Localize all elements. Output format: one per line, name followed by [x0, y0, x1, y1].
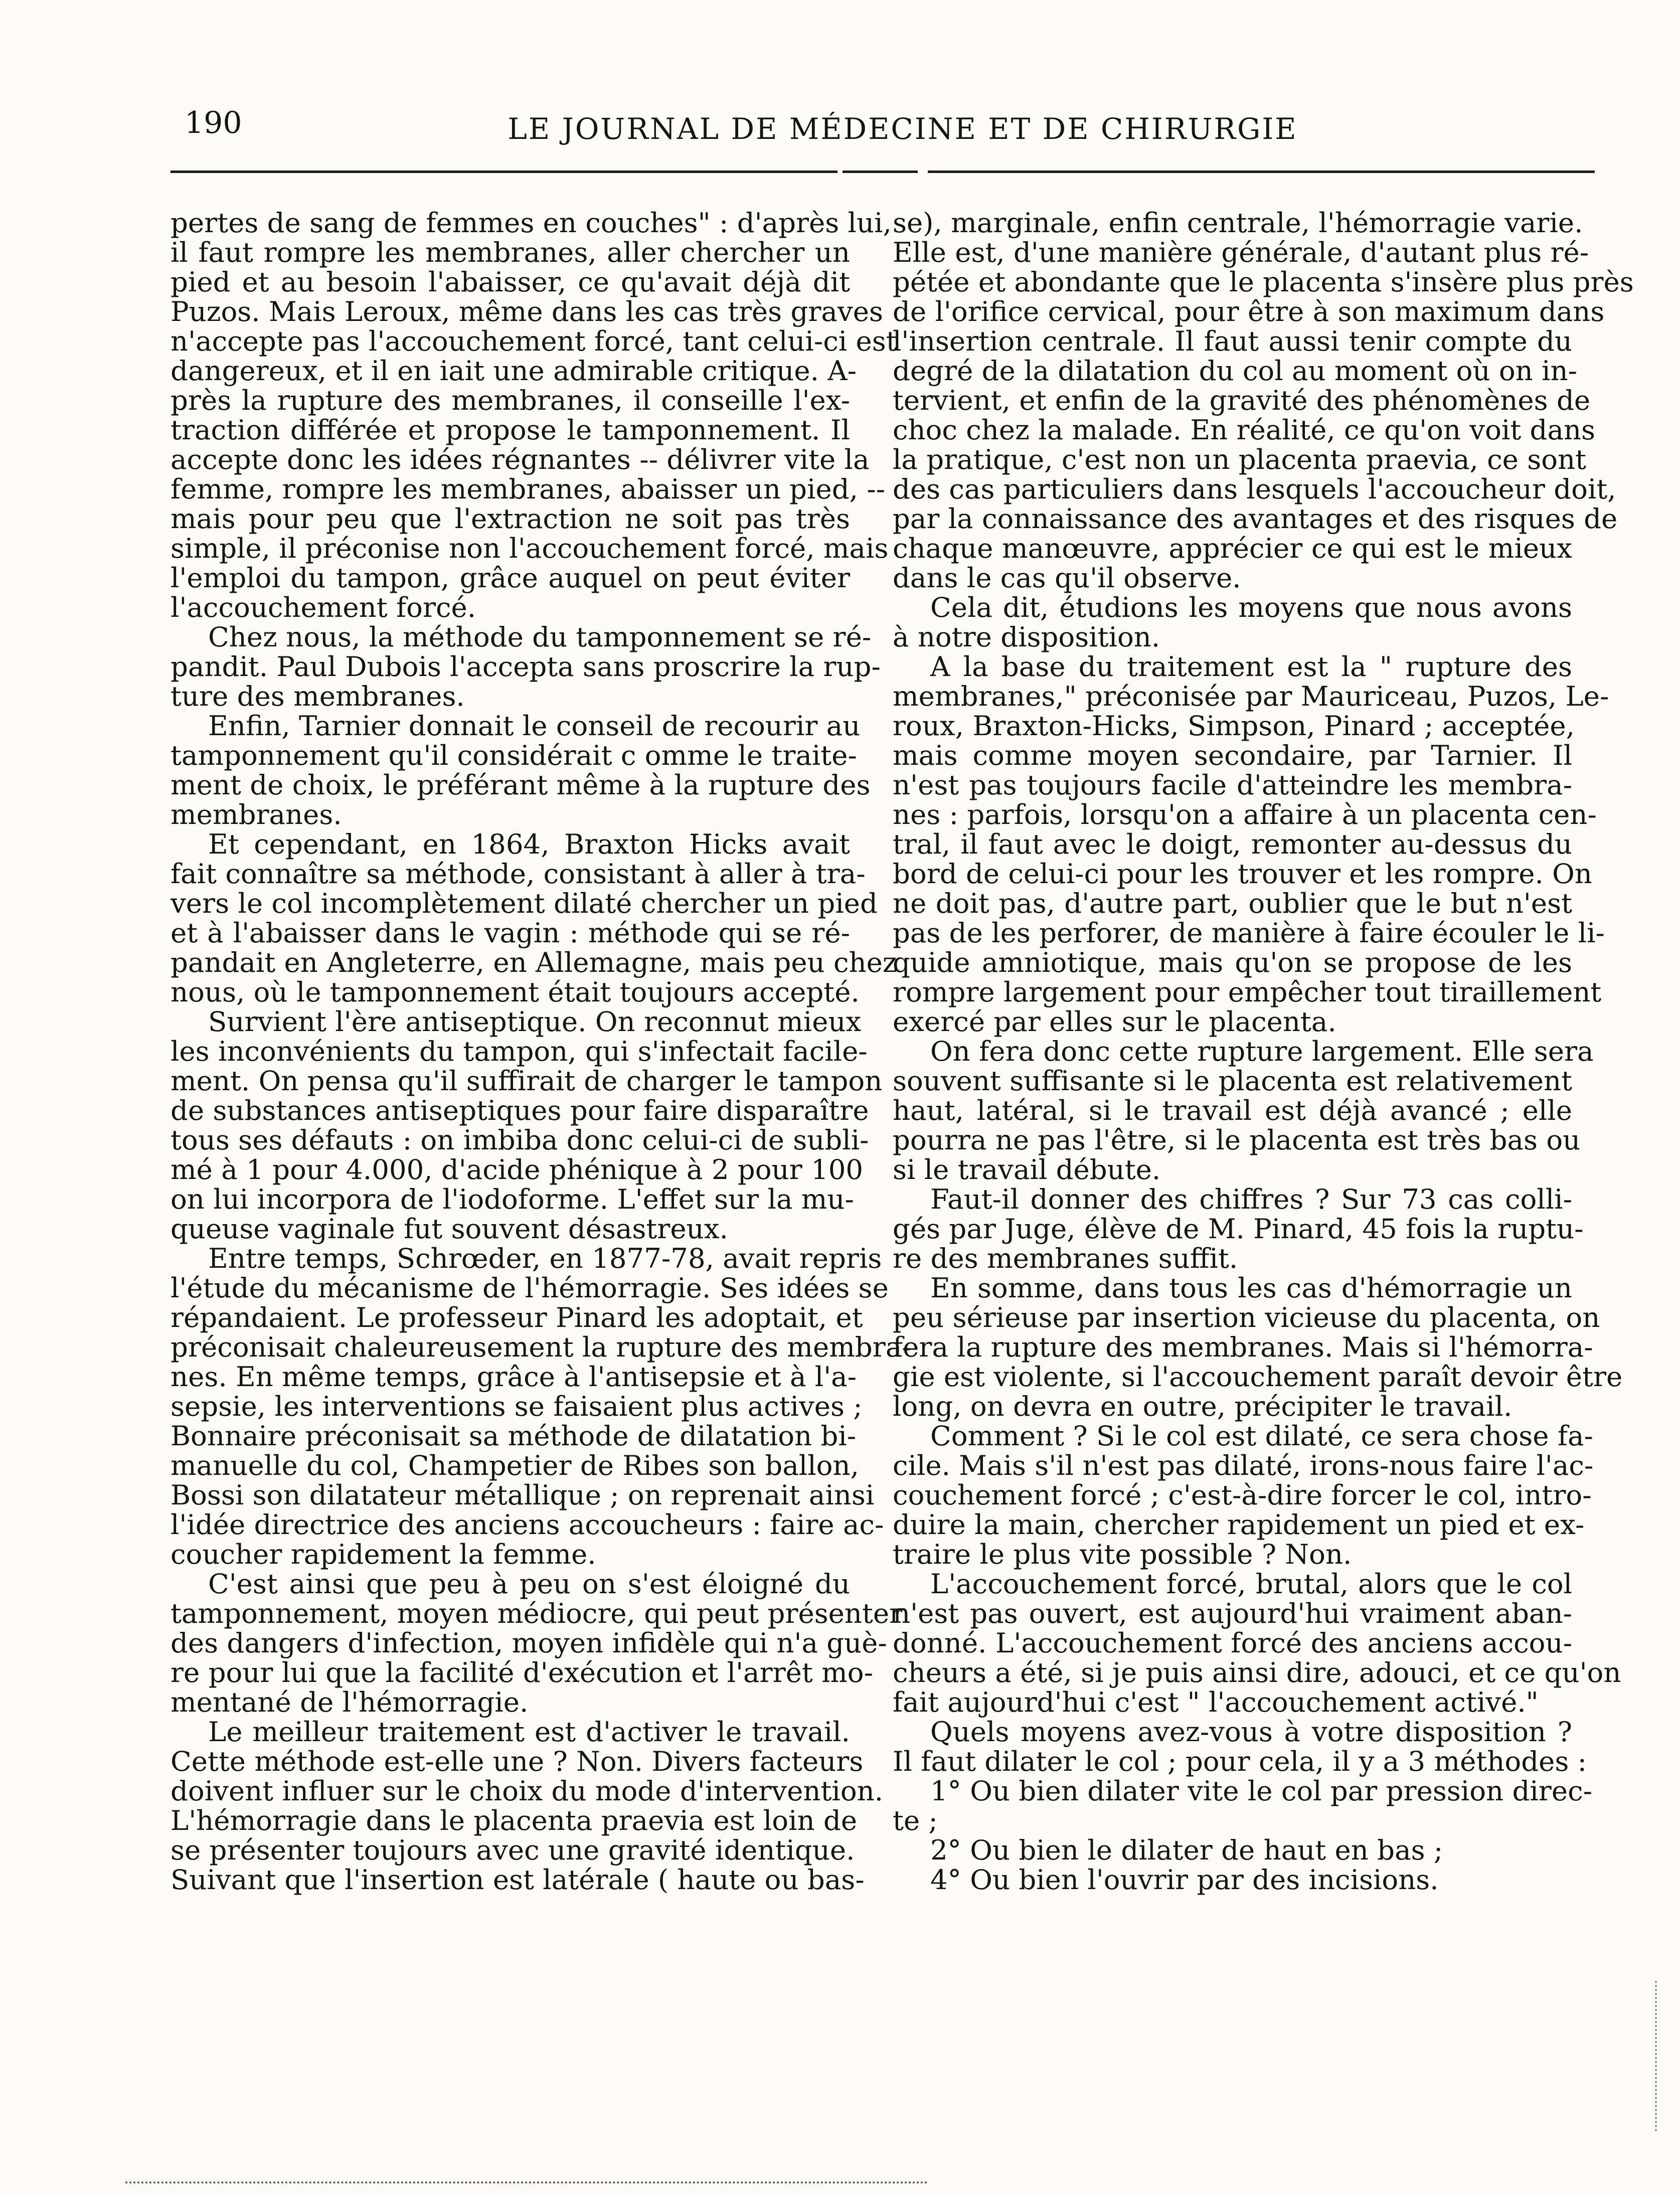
text-line: de l'orifice cervical, pour être à son maximum dans	[893, 295, 1605, 327]
text-line: l'idée directrice des anciens accoucheurs : faire ac-	[171, 1508, 884, 1541]
text-line: la pratique, c'est non un placenta praevia, ce sont	[893, 443, 1587, 475]
text-line: les inconvénients du tampon, qui s'infectait facile-	[171, 1035, 868, 1067]
text-line: n'est pas toujours facile d'atteindre les membra-	[893, 769, 1572, 801]
text-line: de substances antiseptiques pour faire disparaître	[171, 1094, 869, 1126]
text-line: donné. L'accouchement forcé des anciens accou-	[893, 1627, 1572, 1659]
text-line: 1° Ou bien dilater vite le col par pression direc-	[930, 1775, 1593, 1807]
text-line: Le meilleur traitement est d'activer le travail.	[208, 1716, 850, 1748]
text-line: duire la main, chercher rapidement un pied et ex-	[893, 1508, 1585, 1541]
text-line: Bossi son dilatateur métallique ; on reprenait ainsi	[171, 1479, 875, 1511]
text-line: re des membranes suffit.	[893, 1242, 1238, 1274]
text-line: gie est violente, si l'accouchement paraît devoir être	[893, 1361, 1623, 1393]
text-line: ne doit pas, d'autre part, oublier que le but n'est	[893, 887, 1572, 919]
text-line: nes : parfois, lorsqu'on a affaire à un placenta cen-	[893, 798, 1597, 830]
text-line: peu sérieuse par insertion vicieuse du placenta, on	[893, 1301, 1600, 1333]
text-line: Suivant que l'insertion est latérale ( haute ou bas-	[171, 1864, 865, 1896]
text-line: mais pour peu que l'extraction ne soit pas très	[171, 502, 850, 535]
text-line: membranes.	[171, 798, 342, 830]
text-line: long, on devra en outre, précipiter le travail.	[893, 1390, 1513, 1422]
scan-artifact	[1655, 1981, 1677, 2131]
text-line: tamponnement qu'il considérait c omme le traite-	[171, 739, 857, 771]
text-line: préconisait chaleureusement la rupture des membra-	[171, 1331, 911, 1363]
text-line: roux, Braxton-Hicks, Simpson, Pinard ; acceptée,	[893, 710, 1575, 742]
text-line: se), marginale, enfin centrale, l'hémorragie varie.	[893, 207, 1583, 239]
text-line: Faut-il donner des chiffres ? Sur 73 cas colli-	[930, 1183, 1572, 1215]
text-line: pourra ne pas l'être, si le placenta est très bas ou	[893, 1124, 1581, 1156]
text-line: pétée et abondante que le placenta s'insère plus près	[893, 266, 1634, 298]
text-line: à notre disposition.	[893, 621, 1160, 653]
header-rule	[928, 171, 1595, 173]
text-line: coucher rapidement la femme.	[171, 1538, 596, 1570]
text-line: rompre largement pour empêcher tout tiraillement	[893, 976, 1602, 1008]
text-line: femme, rompre les membranes, abaisser un pied, --	[171, 473, 886, 505]
text-line: sepsie, les interventions se faisaient plus actives ;	[171, 1390, 863, 1422]
left-text-column	[171, 207, 911, 1896]
text-line: L'accouchement forcé, brutal, alors que le col	[930, 1568, 1572, 1600]
text-line: vers le col incomplètement dilaté chercher un pied	[171, 887, 878, 919]
text-line: Et cependant, en 1864, Braxton Hicks avait	[208, 828, 850, 860]
header-rule	[171, 171, 837, 173]
text-line: dangereux, et il en iait une admirable critique. A-	[171, 355, 857, 387]
text-line: près la rupture des membranes, il conseille l'ex-	[171, 384, 850, 416]
text-line: Elle est, d'une manière générale, d'autant plus ré-	[893, 236, 1589, 268]
text-line: te ;	[893, 1804, 938, 1836]
text-line: pertes de sang de femmes en couches" : d'après lui,	[171, 207, 892, 239]
text-line: pied et au besoin l'abaisser, ce qu'avait déjà dit	[171, 266, 850, 298]
text-line: ment de choix, le préférant même à la rupture des	[171, 769, 871, 801]
page-number: 190	[185, 105, 242, 140]
text-line: On fera donc cette rupture largement. Elle sera	[930, 1035, 1594, 1067]
text-line: cheurs a été, si je puis ainsi dire, adouci, et ce qu'on	[893, 1656, 1621, 1688]
text-line: tral, il faut avec le doigt, remonter au-dessus du	[893, 828, 1572, 860]
text-line: tamponnement, moyen médiocre, qui peut présenter	[171, 1597, 903, 1629]
text-line: gés par Juge, élève de M. Pinard, 45 fois la ruptu-	[893, 1213, 1584, 1245]
text-line: exercé par elles sur le placenta.	[893, 1005, 1336, 1038]
text-line: n'accepte pas l'accouchement forcé, tant celui-ci est	[171, 325, 897, 357]
text-line: Quels moyens avez-vous à votre disposition ?	[930, 1716, 1572, 1748]
text-line: tervient, et enfin de la gravité des phénomènes de	[893, 384, 1591, 416]
text-line: doivent influer sur le choix du mode d'intervention.	[171, 1775, 884, 1807]
text-line: Il faut dilater le col ; pour cela, il y a 3 méthodes :	[893, 1745, 1587, 1777]
text-line: haut, latéral, si le travail est déjà avancé ; elle	[893, 1094, 1572, 1126]
text-line: 4° Ou bien l'ouvrir par des incisions.	[930, 1864, 1439, 1896]
text-line: traction différée et propose le tamponnement. Il	[171, 414, 850, 446]
journal-title: LE JOURNAL DE MÉDECINE ET DE CHIRURGIE	[508, 112, 1298, 146]
text-line: pas de les perforer, de manière à faire écouler le li-	[893, 917, 1605, 949]
text-line: Survient l'ère antiseptique. On reconnut mieux	[208, 1005, 862, 1038]
text-line: 2° Ou bien le dilater de haut en bas ;	[930, 1834, 1443, 1866]
text-line: cile. Mais s'il n'est pas dilaté, irons-nous faire l'ac-	[893, 1449, 1594, 1481]
text-line: Cela dit, étudions les moyens que nous avons	[930, 591, 1572, 623]
text-line: Enfin, Tarnier donnait le conseil de recourir au	[208, 710, 861, 742]
text-line: on lui incorpora de l'iodoforme. L'effet sur la mu-	[171, 1183, 854, 1215]
text-line: nous, où le tamponnement était toujours accepté.	[171, 976, 860, 1008]
text-line: mé à 1 pour 4.000, d'acide phénique à 2 pour 100	[171, 1153, 864, 1186]
text-line: re pour lui que la facilité d'exécution et l'arrêt mo-	[171, 1656, 874, 1688]
text-line: répandaient. Le professeur Pinard les adoptait, et	[171, 1301, 863, 1333]
text-line: bord de celui-ci pour les trouver et les rompre. On	[893, 858, 1592, 890]
text-line: choc chez la malade. En réalité, ce qu'on voit dans	[893, 414, 1596, 446]
text-line: queuse vaginale fut souvent désastreux.	[171, 1213, 728, 1245]
text-line: L'hémorragie dans le placenta praevia est loin de	[171, 1804, 858, 1836]
text-line: Puzos. Mais Leroux, même dans les cas très graves	[171, 295, 883, 327]
text-line: Bonnaire préconisait sa méthode de dilatation bi-	[171, 1420, 857, 1452]
text-line: En somme, dans tous les cas d'hémorragie un	[930, 1272, 1572, 1304]
text-line: par la connaissance des avantages et des risques de	[893, 502, 1618, 535]
text-line: l'accouchement forcé.	[171, 591, 476, 623]
text-line: Cette méthode est-elle une ? Non. Divers facteurs	[171, 1745, 864, 1777]
text-line: ture des membranes.	[171, 680, 465, 712]
text-line: l'étude du mécanisme de l'hémorragie. Ses idées se	[171, 1272, 889, 1304]
header-rule	[843, 171, 918, 173]
text-line: degré de la dilatation du col au moment où on in-	[893, 355, 1578, 387]
text-line: quide amniotique, mais qu'on se propose de les	[893, 946, 1572, 978]
text-line: nes. En même temps, grâce à l'antisepsie et à l'a-	[171, 1361, 857, 1393]
text-line: pandit. Paul Dubois l'accepta sans proscrire la rup-	[171, 650, 881, 683]
text-line: l'emploi du tampon, grâce auquel on peut éviter	[171, 562, 850, 594]
text-line: Entre temps, Schrœder, en 1877-78, avait repris	[208, 1242, 882, 1274]
text-line: A la base du traitement est la " rupture des	[930, 650, 1572, 683]
text-line: l'insertion centrale. Il faut aussi tenir compte du	[893, 325, 1572, 357]
text-line: ment. On pensa qu'il suffirait de charger le tampon	[171, 1065, 883, 1097]
text-line: membranes," préconisée par Mauriceau, Puzos, Le-	[893, 680, 1609, 712]
text-line: Comment ? Si le col est dilaté, ce sera chose fa-	[930, 1420, 1593, 1452]
right-text-column	[893, 207, 1634, 1896]
text-line: manuelle du col, Champetier de Ribes son ballon,	[171, 1449, 859, 1481]
page-header	[0, 0, 1680, 181]
text-line: n'est pas ouvert, est aujourd'hui vraiment aban-	[893, 1597, 1572, 1629]
text-line: souvent suffisante si le placenta est relativement	[893, 1065, 1572, 1097]
text-line: simple, il préconise non l'accouchement forcé, mais	[171, 532, 889, 564]
text-line: tous ses défauts : on imbiba donc celui-ci de subli-	[171, 1124, 869, 1156]
text-line: des cas particuliers dans lesquels l'accoucheur doit,	[893, 473, 1616, 505]
text-line: mais comme moyen secondaire, par Tarnier. Il	[893, 739, 1572, 771]
scan-artifact	[125, 2181, 928, 2186]
text-line: fait connaître sa méthode, consistant à aller à tra-	[171, 858, 866, 890]
text-line: des dangers d'infection, moyen infidèle qui n'a guè-	[171, 1627, 887, 1659]
text-line: traire le plus vite possible ? Non.	[893, 1538, 1352, 1570]
text-line: chaque manœuvre, apprécier ce qui est le mieux	[893, 532, 1572, 564]
text-line: couchement forcé ; c'est-à-dire forcer le col, intro-	[893, 1479, 1592, 1511]
text-line: fera la rupture des membranes. Mais si l'hémorra-	[893, 1331, 1593, 1363]
text-line: Chez nous, la méthode du tamponnement se ré-	[208, 621, 872, 653]
text-line: pandait en Angleterre, en Allemagne, mais peu chez	[171, 946, 897, 978]
text-line: il faut rompre les membranes, aller chercher un	[171, 236, 850, 268]
text-line: fait aujourd'hui c'est " l'accouchement activé."	[893, 1686, 1539, 1718]
text-line: dans le cas qu'il observe.	[893, 562, 1241, 594]
text-line: et à l'abaisser dans le vagin : méthode qui se ré-	[171, 917, 850, 949]
text-line: C'est ainsi que peu à peu on s'est éloigné du	[208, 1568, 850, 1600]
text-line: mentané de l'hémorragie.	[171, 1686, 529, 1718]
text-line: accepte donc les idées régnantes -- délivrer vite la	[171, 443, 870, 475]
text-line: si le travail débute.	[893, 1153, 1161, 1186]
text-line: se présenter toujours avec une gravité identique.	[171, 1834, 855, 1866]
